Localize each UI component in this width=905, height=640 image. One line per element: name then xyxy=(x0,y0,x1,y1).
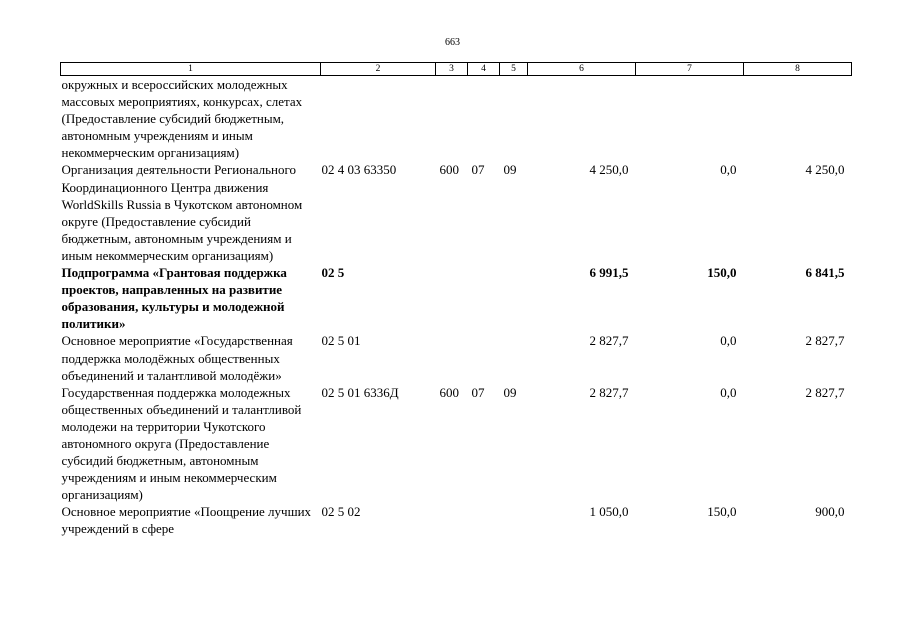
row-sum-1: 1 050,0 xyxy=(589,504,629,520)
row-sum-2: 150,0 xyxy=(707,504,737,520)
page-number: 663 xyxy=(445,37,460,48)
row-name: Основное мероприятие «Поощрение лучших учреждений в сфере xyxy=(61,504,312,537)
row-name: окружных и всероссийских молодежных массовых мероприятиях, конкурсах, слетах (Предоставление субсидий бюджетным, автономным учреждениям и иным некоммерческим организациям) xyxy=(61,77,303,161)
row-code: 02 5 02 xyxy=(321,504,361,520)
table-row xyxy=(61,76,852,162)
row-sum-3 xyxy=(744,76,852,162)
table-row xyxy=(61,384,852,504)
row-sum-2: 0,0 xyxy=(720,333,737,349)
row-sum-1: 2 827,7 xyxy=(589,384,629,400)
row-pr xyxy=(500,332,528,383)
row-rz xyxy=(468,76,500,162)
row-rz: 07 xyxy=(471,384,485,400)
header-col-7: 7 xyxy=(636,63,744,76)
header-col-5: 5 xyxy=(500,63,528,76)
row-name: Подпрограмма «Грантовая поддержка проектов, направленных на развитие образования, культуры и молодежной политики» xyxy=(61,265,287,332)
row-vr: 600 xyxy=(439,384,459,400)
row-code: 02 5 01 6336Д xyxy=(321,384,399,400)
row-sum-2: 150,0 xyxy=(707,265,737,281)
row-code: 02 5 01 xyxy=(321,333,361,349)
budget-table xyxy=(60,62,852,538)
row-sum-3: 6 841,5 xyxy=(805,265,845,281)
row-sum-3: 900,0 xyxy=(815,504,845,520)
row-code: 02 5 xyxy=(321,265,345,281)
header-col-4: 4 xyxy=(468,63,500,76)
row-vr xyxy=(436,264,468,332)
table-row xyxy=(61,161,852,264)
header-col-6: 6 xyxy=(528,63,636,76)
row-sum-1: 4 250,0 xyxy=(589,162,629,178)
row-vr xyxy=(436,332,468,383)
row-rz xyxy=(468,332,500,383)
table-row xyxy=(61,332,852,383)
table-row xyxy=(61,503,852,537)
row-sum-2 xyxy=(636,76,744,162)
row-rz xyxy=(468,503,500,537)
row-code xyxy=(321,76,436,162)
row-sum-1 xyxy=(528,76,636,162)
header-col-8: 8 xyxy=(744,63,852,76)
row-name: Государственная поддержка молодежных общественных объединений и талантливой молодежи на территории Чукотского автономного округа (Предоставление субсидий бюджетным, автономным учреждениям и иным некоммерческим организациям) xyxy=(61,384,302,503)
row-pr: 09 xyxy=(503,384,517,400)
row-pr xyxy=(500,503,528,537)
row-sum-3: 2 827,7 xyxy=(805,384,845,400)
row-sum-3: 4 250,0 xyxy=(805,162,845,178)
row-pr xyxy=(500,76,528,162)
row-sum-1: 6 991,5 xyxy=(589,265,629,281)
header-col-1: 1 xyxy=(61,63,321,76)
row-pr: 09 xyxy=(503,162,517,178)
row-sum-1: 2 827,7 xyxy=(589,333,629,349)
header-col-2: 2 xyxy=(321,63,436,76)
row-vr: 600 xyxy=(439,162,459,178)
row-code: 02 4 03 63350 xyxy=(321,162,397,178)
header-col-3: 3 xyxy=(436,63,468,76)
row-name: Основное мероприятие «Государственная поддержка молодёжных общественных объединений и талантливой молодёжи» xyxy=(61,333,293,383)
table-row-subprogram xyxy=(61,264,852,332)
table-body xyxy=(61,76,852,538)
row-sum-2: 0,0 xyxy=(720,162,737,178)
row-rz: 07 xyxy=(471,162,485,178)
row-vr xyxy=(436,503,468,537)
row-vr xyxy=(436,76,468,162)
row-sum-2: 0,0 xyxy=(720,384,737,400)
row-rz xyxy=(468,264,500,332)
row-sum-3: 2 827,7 xyxy=(805,333,845,349)
row-name: Организация деятельности Регионального Координационного Центра движения WorldSkills Russia в Чукотском автономном округе (Предоставление субсидий бюджетным, автономным учреждениям и иным некоммерческим организациям) xyxy=(61,162,303,263)
row-pr xyxy=(500,264,528,332)
header-row xyxy=(61,63,852,76)
